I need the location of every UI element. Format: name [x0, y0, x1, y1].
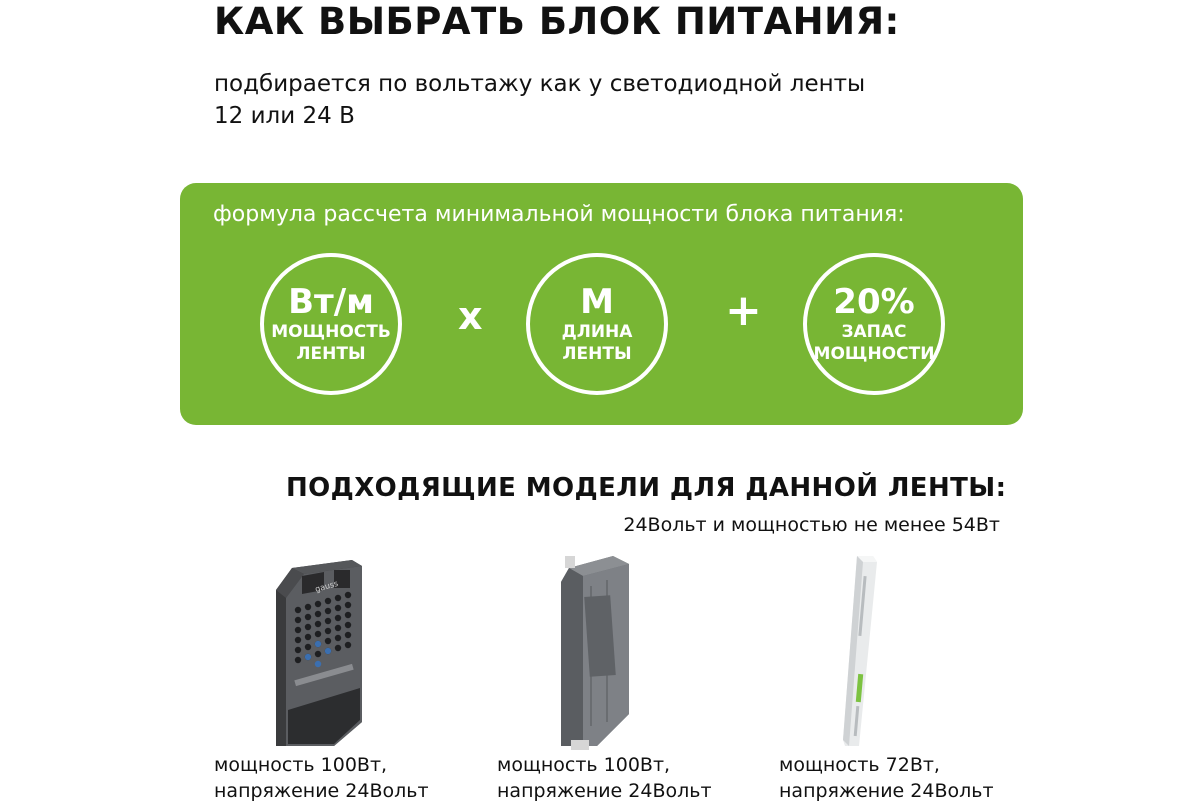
- formula-circle-length: [526, 253, 668, 395]
- product-power: мощность 100Вт,: [214, 754, 388, 776]
- circle-value: 20%: [833, 282, 915, 322]
- power-supply-image-3: [821, 556, 901, 752]
- product-power: мощность 72Вт,: [779, 754, 940, 776]
- product-voltage: напряжение 24Вольт: [779, 780, 994, 802]
- circle-label-line1: ЗАПАС: [841, 322, 907, 342]
- product-voltage: напряжение 24Вольт: [214, 780, 429, 802]
- brand-logo: gauss: [314, 578, 340, 594]
- product-voltage: напряжение 24Вольт: [497, 780, 712, 802]
- subtitle-line-1: подбирается по вольтажу как у светодиодной ленты: [214, 71, 866, 97]
- formula-circle-reserve: [803, 253, 945, 395]
- circle-label-line2: ЛЕНТЫ: [562, 344, 632, 364]
- formula-panel: [180, 183, 1023, 425]
- plus-operator: +: [725, 285, 762, 336]
- circle-value: М: [580, 282, 614, 322]
- models-title: ПОДХОДЯЩИЕ МОДЕЛИ ДЛЯ ДАННОЙ ЛЕНТЫ:: [286, 473, 1007, 503]
- power-supply-image-2: [547, 556, 647, 752]
- circle-label-line2: МОЩНОСТИ: [813, 344, 935, 364]
- multiply-operator: x: [458, 294, 483, 338]
- page-subtitle: [214, 68, 865, 132]
- product-power: мощность 100Вт,: [497, 754, 671, 776]
- circle-label-line1: ДЛИНА: [561, 322, 633, 342]
- circle-label-line2: ЛЕНТЫ: [296, 344, 366, 364]
- product-caption-1: [214, 752, 494, 804]
- models-subtitle: 24Вольт и мощностью не менее 54Вт: [623, 514, 1000, 536]
- circle-label-line1: МОЩНОСТЬ: [271, 322, 391, 342]
- product-caption-3: [779, 752, 1059, 804]
- circle-value: Вт/м: [288, 282, 374, 322]
- page-title: КАК ВЫБРАТЬ БЛОК ПИТАНИЯ:: [214, 0, 900, 43]
- product-caption-2: [497, 752, 777, 804]
- formula-circle-power: [260, 253, 402, 395]
- formula-label: формула рассчета минимальной мощности блока питания:: [213, 202, 905, 227]
- power-supply-image-1: [264, 560, 394, 750]
- subtitle-line-2: 12 или 24 В: [214, 103, 355, 129]
